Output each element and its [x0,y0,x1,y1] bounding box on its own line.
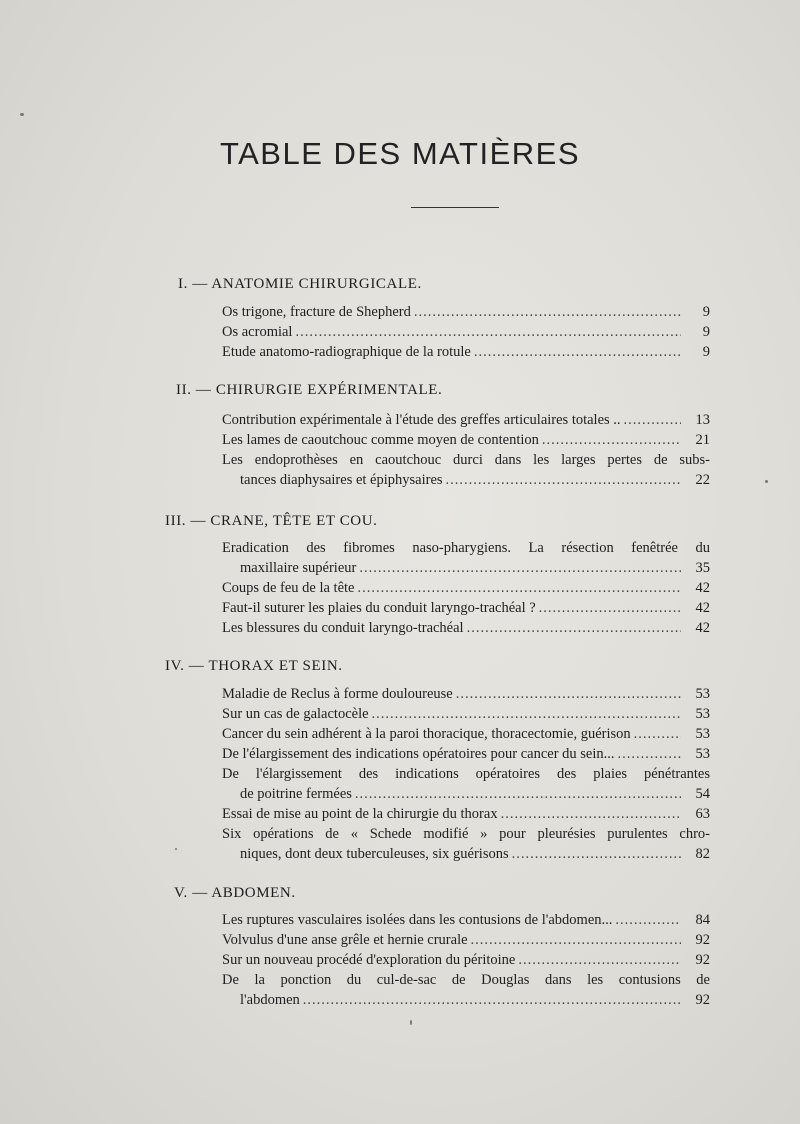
entry-title-line1: De la ponction du cul-de-sac de Douglas dans les contusions de [222,972,710,988]
toc-entry [222,322,710,342]
leader-dots [474,342,681,362]
toc-entry [222,704,710,724]
entry-page: 13 [695,412,710,428]
entry-title: tances diaphysaires et épiphysaires [240,472,443,488]
entry-page: 84 [695,912,710,928]
entry-title: Coups de feu de la tête [222,580,355,596]
entry-page: 92 [695,952,710,968]
toc-entry [222,410,710,430]
toc-entry [222,430,710,450]
leader-dots [512,844,681,864]
entry-page: 22 [695,472,710,488]
toc-entry [222,824,710,864]
leader-dots [295,322,681,342]
leader-dots [372,704,681,724]
leader-dots [456,684,681,704]
entry-title: Maladie de Reclus à forme douloureuse [222,686,453,702]
entry-page: 63 [695,806,710,822]
toc-entry [222,910,710,930]
toc-entry [222,342,710,362]
entry-title: Cancer du sein adhérent à la paroi thoracique, thoracectomie, guérison [222,726,631,742]
entry-title: Faut-il suturer les plaies du conduit laryngo-trachéal ? [222,600,536,616]
entry-page: 9 [702,324,710,340]
toc-entry [222,598,710,618]
toc-entry [222,450,710,490]
entry-title: Essai de mise au point de la chirurgie du thorax [222,806,498,822]
entry-page: 42 [695,600,710,616]
section-heading-3: III. — CRANE, TÊTE ET COU. [165,513,378,529]
leader-dots [357,578,681,598]
entry-title: l'abdomen [240,992,300,1008]
toc-entry [222,764,710,804]
toc-entry [222,578,710,598]
section-heading-2: II. — CHIRURGIE EXPÉRIMENTALE. [176,382,443,398]
leader-dots [359,558,681,578]
entry-page: 53 [695,746,710,762]
section-heading-4: IV. — THORAX ET SEIN. [165,658,343,674]
entry-page: 82 [695,846,710,862]
entry-title-line1: De l'élargissement des indications opératoires des plaies pénétrantes [222,766,710,782]
entry-title: Volvulus d'une anse grêle et hernie crurale [222,932,468,948]
entry-page: 53 [695,706,710,722]
toc-entry [222,804,710,824]
toc-entry [222,950,710,970]
entry-page: 53 [695,726,710,742]
leader-dots [501,804,681,824]
paper-speck [765,480,768,483]
toc-entry [222,684,710,704]
entry-page: 9 [702,304,710,320]
toc-entry [222,302,710,322]
entry-title: Etude anatomo-radiographique de la rotule [222,344,471,360]
paper-speck [175,848,177,850]
entry-title: Sur un nouveau procédé d'exploration du péritoine [222,952,516,968]
leader-dots [446,470,681,490]
leader-dots [615,910,681,930]
entry-title: De l'élargissement des indications opératoires pour cancer du sein... [222,746,615,762]
paper-speck [410,1020,412,1025]
toc-entry [222,618,710,638]
entry-page: 42 [695,620,710,636]
entry-title: Os acromial [222,324,293,340]
leader-dots [303,990,681,1010]
entry-title: maxillaire supérieur [240,560,357,576]
entry-title: de poitrine fermées [240,786,352,802]
entry-title: Contribution expérimentale à l'étude des greffes articulaires totales .. [222,412,621,428]
leader-dots [471,930,681,950]
entry-page: 92 [695,992,710,1008]
entry-page: 42 [695,580,710,596]
entry-title: niques, dont deux tuberculeuses, six guérisons [240,846,509,862]
entry-title-line1: Eradication des fibromes naso-pharygiens. La résection fenêtrée du [222,540,710,556]
entry-page: 92 [695,932,710,948]
paper-speck [20,113,24,116]
entry-title: Les lames de caoutchouc comme moyen de contention [222,432,539,448]
toc-entry [222,744,710,764]
leader-dots [539,598,681,618]
section-heading-1: I. — ANATOMIE CHIRURGICALE. [178,276,422,292]
entry-page: 35 [695,560,710,576]
leader-dots [618,744,681,764]
entry-page: 9 [702,344,710,360]
section-heading-5: V. — ABDOMEN. [174,885,296,901]
toc-entry [222,724,710,744]
leader-dots [414,302,681,322]
entry-page: 21 [695,432,710,448]
entry-page: 53 [695,686,710,702]
toc-entry [222,930,710,950]
entry-title: Os trigone, fracture de Shepherd [222,304,411,320]
toc-entry [222,538,710,578]
entry-title: Les ruptures vasculaires isolées dans les contusions de l'abdomen... [222,912,613,928]
page-title: TABLE DES MATIÈRES [219,136,581,171]
entry-title-line1: Les endoprothèses en caoutchouc durci dans les larges pertes de subs- [222,452,710,468]
leader-dots [355,784,681,804]
leader-dots [624,410,681,430]
leader-dots [467,618,681,638]
leader-dots [542,430,681,450]
leader-dots [518,950,681,970]
title-divider [411,207,499,208]
toc-entry [222,970,710,1010]
entry-title: Les blessures du conduit laryngo-trachéal [222,620,464,636]
leader-dots [634,724,681,744]
entry-page: 54 [695,786,710,802]
entry-title-line1: Six opérations de « Schede modifié » pour pleurésies purulentes chro- [222,826,710,842]
entry-title: Sur un cas de galactocèle [222,706,369,722]
